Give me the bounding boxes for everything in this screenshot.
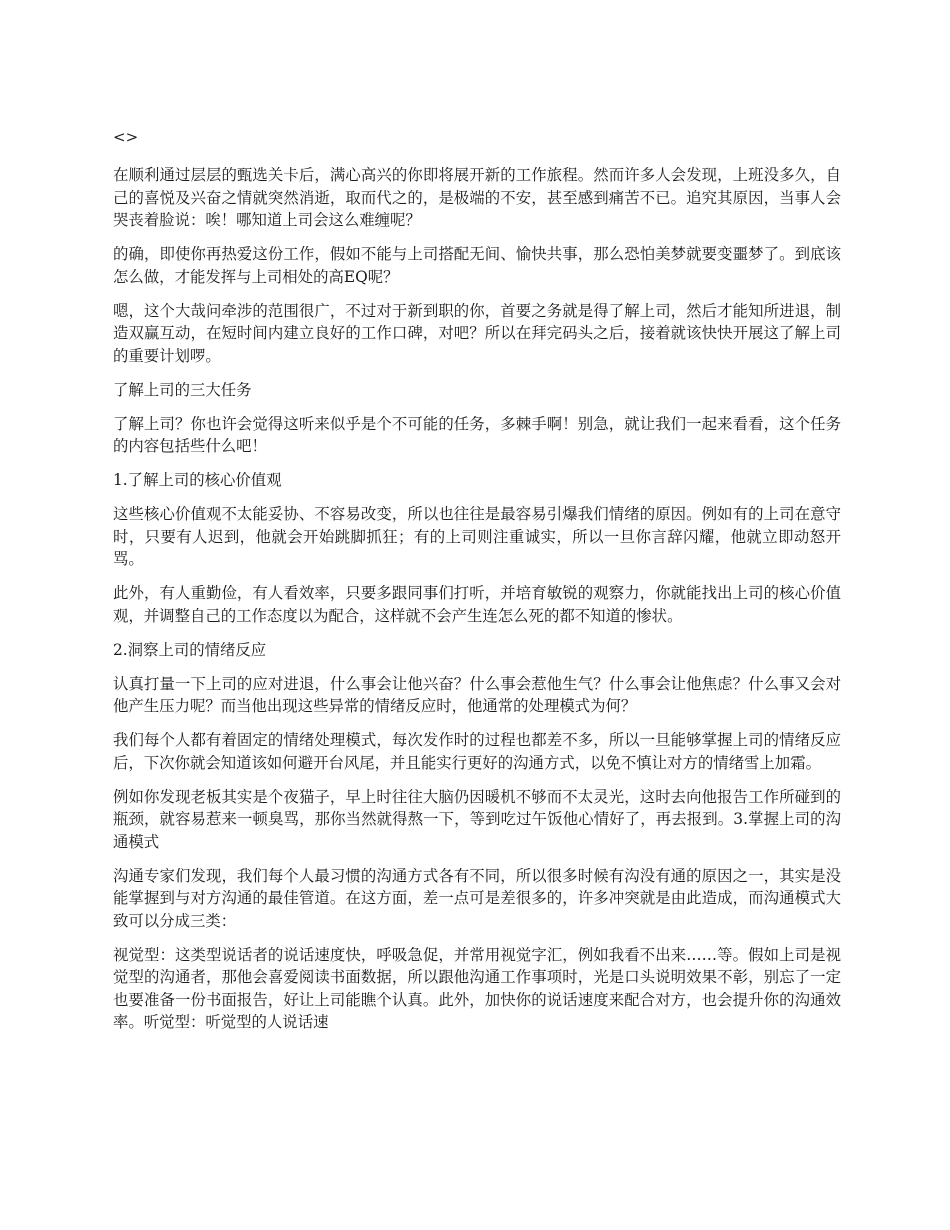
body-paragraph: 嗯，这个大哉问牵涉的范围很广，不过对于新到职的你，首要之务就是得了解上司，然后才能知所进退，制造双赢互动，在短时间内建立良好的工作口碑，对吧？所以在拜完码头之后，接着就该快快开展这了解上司的重要计划啰。: [113, 301, 841, 365]
body-paragraph: 了解上司？你也许会觉得这听来似乎是个不可能的任务，多棘手啊！别急，就让我们一起来看看，这个任务的内容包括些什么吧！: [113, 414, 841, 455]
body-paragraph: 这些核心价值观不太能妥协、不容易改变，所以也往往是最容易引爆我们情绪的原因。例如有的上司在意守时，只要有人迟到，他就会开始跳脚抓狂；有的上司则注重诚实，所以一旦你言辞闪耀，他就立即动怒开骂。: [113, 505, 841, 568]
document-marker: <>: [113, 128, 139, 146]
body-paragraph: 在顺利通过层层的甄选关卡后，满心高兴的你即将展开新的工作旅程。然而许多人会发现，上班没多久，自己的喜悦及兴奋之情就突然消逝，取而代之的，是极端的不安，甚至感到痛苦不已。追究其原因，当事人会哭丧着脸说：唉！哪知道上司会这么难缠呢？: [113, 166, 841, 229]
body-paragraph: 例如你发现老板其实是个夜猫子，早上时往往大脑仍因暖机不够而不太灵光，这时去向他报告工作所碰到的瓶颈，就容易惹来一顿臭骂，那你当然就得熬一下，等到吃过午饭他心情好了，再去报到。3.掌握上司的沟通模式: [113, 787, 841, 851]
body-paragraph: 此外，有人重勤俭，有人看效率，只要多跟同事们打听，并培育敏锐的观察力，你就能找出上司的核心价值观，并调整自己的工作态度以为配合，这样就不会产生连怎么死的都不知道的惨状。: [113, 584, 841, 625]
document-body: [113, 164, 841, 1034]
body-paragraph: 认真打量一下上司的应对进退，什么事会让他兴奋？什么事会惹他生气？什么事会让他焦虑？什么事又会对他产生压力呢？而当他出现这些异常的情绪反应时，他通常的处理模式为何？: [113, 674, 841, 715]
body-paragraph: 沟通专家们发现，我们每个人最习惯的沟通方式各有不同，所以很多时候有沟没有通的原因之一，其实是没能掌握到与对方沟通的最佳管道。在这方面，差一点可是差很多的，许多冲突就是由此造成，而沟通模式大致可以分成三类：: [113, 866, 841, 930]
section-heading: 了解上司的三大任务: [113, 380, 252, 399]
body-paragraph: 我们每个人都有着固定的情绪处理模式，每次发作时的过程也都差不多，所以一旦能够掌握上司的情绪反应后，下次你就会知道该如何避开台风尾，并且能实行更好的沟通方式，以免不慎让对方的情绪雪上加霜。: [113, 731, 841, 772]
section-heading: 1.了解上司的核心价值观: [113, 471, 282, 489]
section-heading: 2.洞察上司的情绪反应: [113, 640, 267, 659]
body-paragraph: 视觉型：这类型说话者的说话速度快，呼吸急促，并常用视觉字汇，例如我看不出来……等。假如上司是视觉型的沟通者，那他会喜爱阅读书面数据，所以跟他沟通工作事项时，光是口头说明效果不彰，别忘了一定也要准备一份书面报告，好让上司能瞧个认真。此外，加快你的说话速度来配合对方，也会提升你的沟通效率。听觉型：听觉型的人说话速: [113, 945, 841, 1031]
body-paragraph: 的确，即使你再热爱这份工作，假如不能与上司搭配无间、愉快共事，那么恐怕美梦就要变噩梦了。到底该怎么做，才能发挥与上司相处的高EQ呢？: [113, 245, 841, 286]
document-page: [113, 126, 841, 1045]
